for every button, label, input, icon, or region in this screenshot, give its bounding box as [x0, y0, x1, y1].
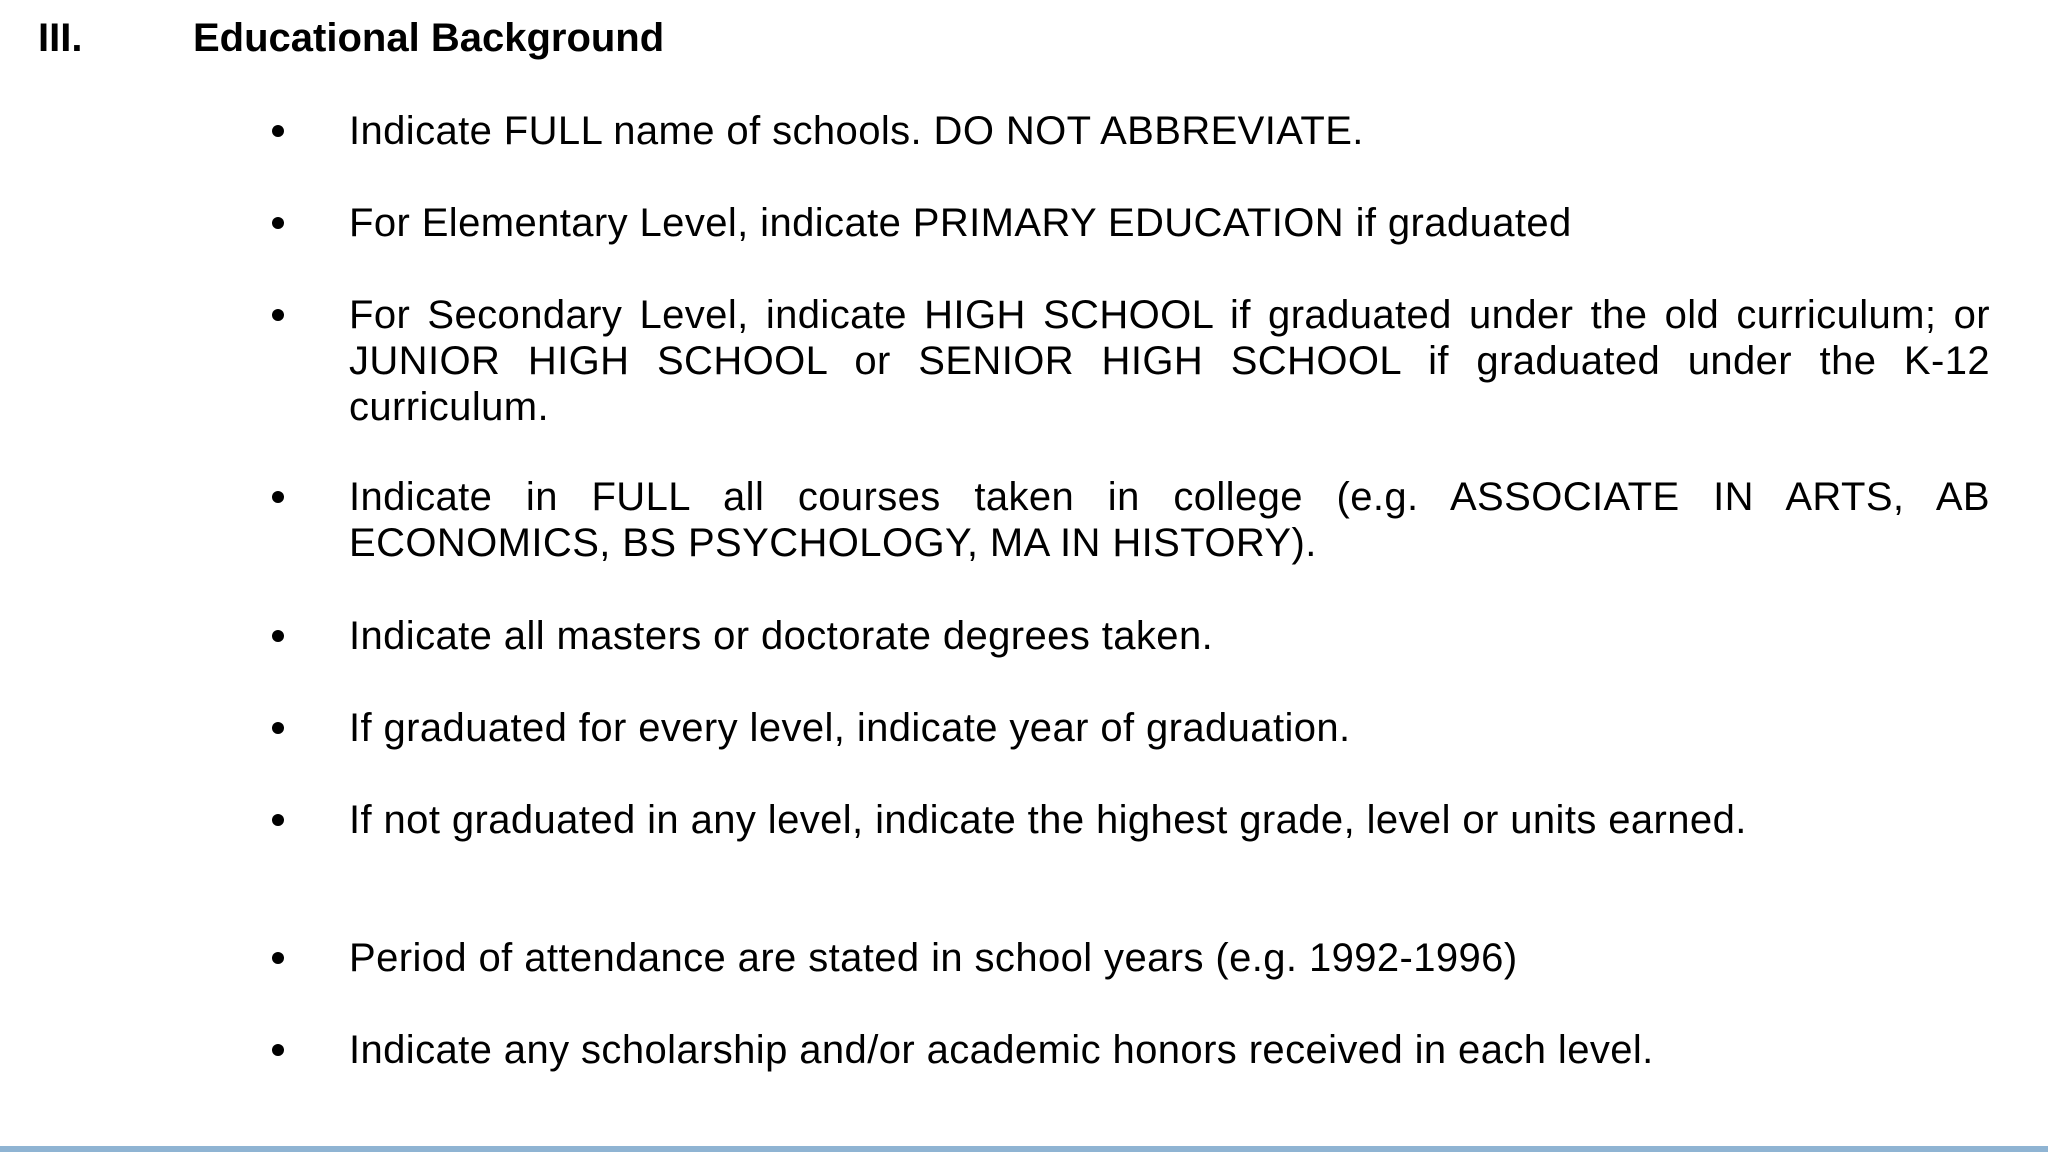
section-title: Educational Background — [193, 16, 665, 60]
list-item-text: Indicate any scholarship and/or academic honors received in each level. — [349, 1028, 1654, 1072]
list-item-text: For Secondary Level, indicate HIGH SCHOOL if graduated under the old curriculum; or JUNIOR HIGH SCHOOL or SENIOR HIGH SCHOOL if graduated under the K-12 curriculum. — [349, 293, 1990, 429]
list-item — [268, 705, 1990, 751]
list-item-text: If graduated for every level, indicate year of graduation. — [349, 706, 1351, 750]
bullet-icon — [272, 952, 284, 964]
list-item — [268, 292, 1990, 430]
list-item-text: Indicate all masters or doctorate degrees taken. — [349, 614, 1214, 658]
list-item — [268, 474, 1990, 566]
list-item — [268, 108, 1990, 154]
bullet-icon — [272, 630, 284, 642]
list-item-text: Period of attendance are stated in school years (e.g. 1992-1996) — [349, 936, 1518, 980]
bullet-icon — [272, 125, 284, 137]
bullet-icon — [272, 722, 284, 734]
list-item — [268, 935, 1990, 981]
list-item — [268, 797, 1990, 843]
list-item — [268, 1027, 1990, 1073]
section-number: III. — [38, 16, 83, 60]
list-item-text: Indicate in FULL all courses taken in college (e.g. ASSOCIATE IN ARTS, AB ECONOMICS, BS PSYCHOLOGY, MA IN HISTORY). — [349, 475, 1990, 565]
bullet-icon — [272, 217, 284, 229]
bullet-icon — [272, 814, 284, 826]
slide-bottom-divider — [0, 1146, 2048, 1152]
bullet-icon — [272, 309, 284, 321]
list-item-text: Indicate FULL name of schools. DO NOT ABBREVIATE. — [349, 109, 1364, 153]
list-item — [268, 613, 1990, 659]
bullet-icon — [272, 491, 284, 503]
list-item-text: For Elementary Level, indicate PRIMARY EDUCATION if graduated — [349, 201, 1572, 245]
list-item-text: If not graduated in any level, indicate the highest grade, level or units earned. — [349, 798, 1747, 842]
bullet-icon — [272, 1044, 284, 1056]
list-item — [268, 200, 1990, 246]
